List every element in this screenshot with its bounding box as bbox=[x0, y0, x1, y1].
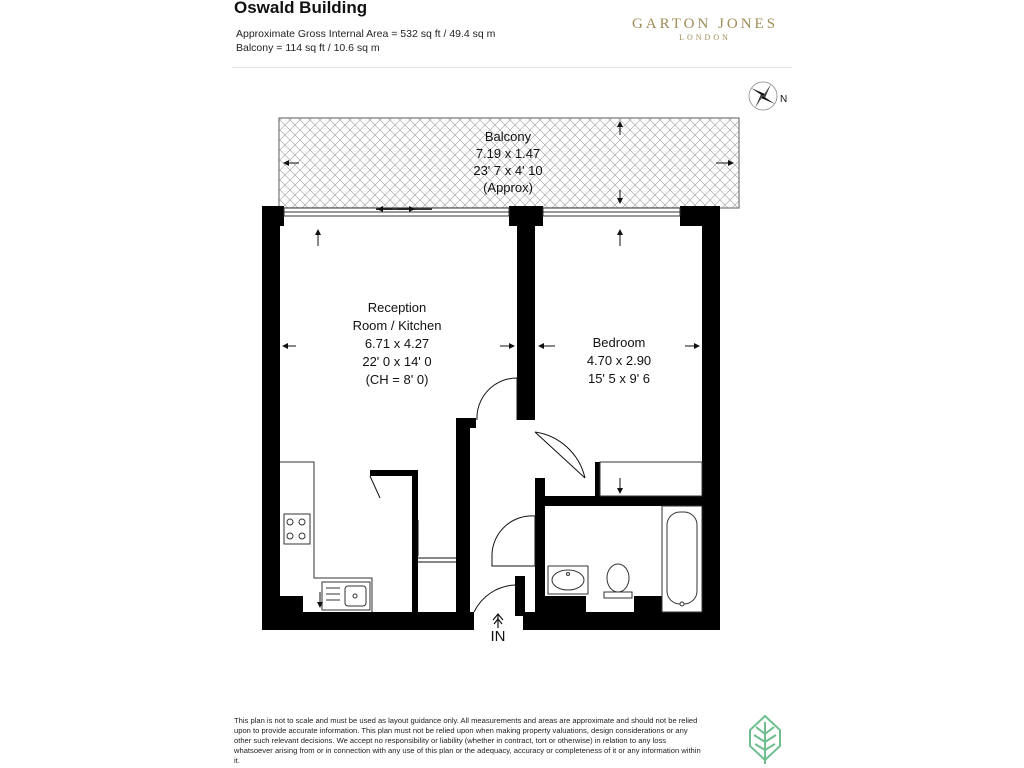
gross-internal-area: Approximate Gross Internal Area = 532 sq ft / 49.4 sq m bbox=[236, 28, 496, 40]
compass-icon bbox=[749, 82, 777, 110]
svg-text:(Approx): (Approx) bbox=[483, 180, 533, 195]
bath-icon bbox=[662, 506, 702, 612]
svg-text:Balcony: Balcony bbox=[484, 129, 532, 144]
balcony-area: Balcony = 114 sq ft / 10.6 sq m bbox=[236, 42, 380, 54]
svg-text:Reception: Reception bbox=[367, 300, 427, 315]
svg-text:15' 5 x 9' 6: 15' 5 x 9' 6 bbox=[587, 371, 651, 386]
svg-text:4.70 x 2.90: 4.70 x 2.90 bbox=[586, 353, 652, 368]
svg-text:22' 0 x 14' 0: 22' 0 x 14' 0 bbox=[362, 354, 432, 369]
leaf-logo-icon bbox=[750, 716, 780, 764]
svg-text:7.19 x 1.47: 7.19 x 1.47 bbox=[475, 146, 541, 161]
kitchen-counter bbox=[280, 462, 372, 612]
wardrobe bbox=[600, 462, 702, 496]
hob-icon bbox=[284, 514, 310, 544]
svg-text:Room / Kitchen: Room / Kitchen bbox=[352, 318, 442, 333]
entrance-label: IN bbox=[490, 628, 506, 645]
sink-icon bbox=[322, 582, 370, 610]
svg-text:6.71 x 4.27: 6.71 x 4.27 bbox=[364, 336, 430, 351]
reception-label bbox=[353, 300, 442, 387]
basin-icon bbox=[548, 566, 588, 594]
disclaimer-text: This plan is not to scale and must be used as layout guidance only. All measurements and areas are approximate and should not be relied upon to provide accurate information. This plan must not be relied upon when making property valuations, design considerations or any other such relevant decisions. We accept no responsibility or liability (whether in contract, tort or otherwise) in relation to any loss whatsoever arising from or in connection with any use of this plan or the adequacy, accuracy or completeness of it or any information within it. bbox=[234, 716, 701, 765]
compass-north-label: N bbox=[780, 94, 788, 105]
windows bbox=[284, 208, 680, 216]
walls bbox=[262, 206, 720, 630]
svg-text:Bedroom: Bedroom bbox=[592, 335, 646, 350]
brand-name: GARTON JONES bbox=[631, 16, 779, 32]
svg-text:(CH = 8' 0): (CH = 8' 0) bbox=[365, 372, 429, 387]
svg-text:23' 7 x 4' 10: 23' 7 x 4' 10 bbox=[473, 163, 543, 178]
bedroom-label bbox=[587, 335, 651, 386]
entrance-arrow bbox=[493, 614, 503, 628]
dimension-arrows bbox=[283, 230, 699, 346]
brand-location: LONDON bbox=[679, 33, 731, 42]
toilet-icon bbox=[604, 564, 632, 598]
property-title: Oswald Building bbox=[234, 0, 368, 17]
